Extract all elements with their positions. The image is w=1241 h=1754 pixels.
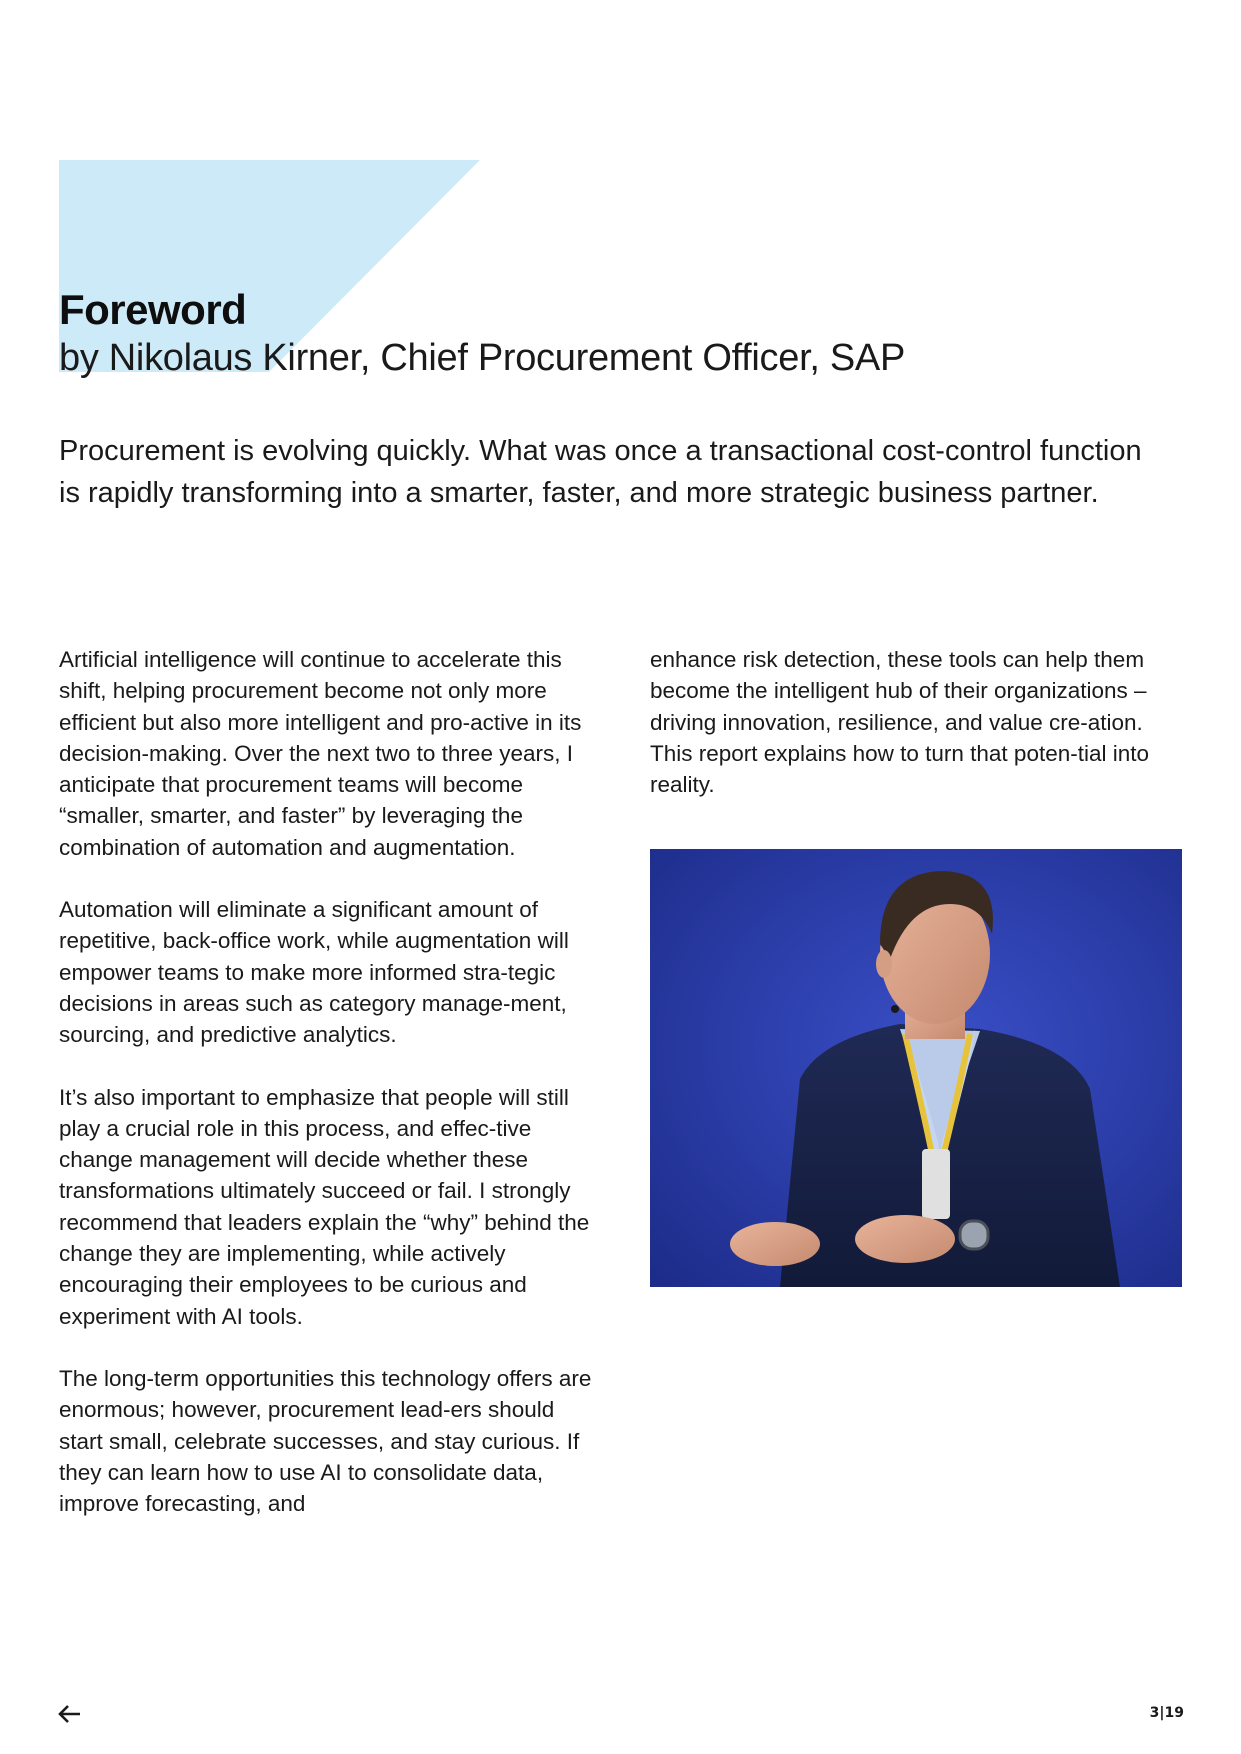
page-current: 3	[1149, 1705, 1160, 1721]
right-column	[650, 644, 1190, 831]
body-paragraph: enhance risk detection, these tools can help them become the intelligent hub of their organizations – driving innovation, resilience, and value cre-ation. This report explains how to turn that poten-tial into reality.	[650, 647, 1150, 798]
page-separator: |	[1159, 1705, 1165, 1721]
arrow-left-icon[interactable]	[56, 1700, 84, 1728]
body-paragraph: The long-term opportunities this technology offers are enormous; however, procurement lead-ers should start small, celebrate successes, and stay curious. If they can learn how to use AI to consolidate data, improve forecasting, and	[59, 1365, 592, 1517]
body-paragraph: Artificial intelligence will continue to accelerate this shift, helping procurement become not only more efficient but also more intelligent and pro-active in its decision-making. Over the next two to three years, I anticipate that procurement teams will become “smaller, smarter, and faster” by leveraging the combination of automation and augmentation.	[59, 647, 582, 860]
page-subtitle: by Nikolaus Kirner, Chief Procurement Officer, SAP	[59, 337, 905, 379]
lead-paragraph: Procurement is evolving quickly. What was once a transactional cost-control function is rapidly transforming into a smarter, faster, and more strategic business partner.	[59, 435, 1142, 509]
speaker-photo	[650, 849, 1182, 1287]
body-paragraph: It’s also important to emphasize that people will still play a crucial role in this process, and effec-tive change management will decide whether these transformations ultimately succeed or fail. I strongly recommend that leaders explain the “why” behind the change they are implementing, while actively encouraging their employees to be curious and experiment with AI tools.	[59, 1084, 590, 1329]
page-title: Foreword	[59, 286, 247, 333]
title-block	[59, 286, 1179, 382]
page-number	[1150, 1705, 1184, 1721]
body-paragraph: Automation will eliminate a significant amount of repetitive, back-office work, while augmentation will empower teams to make more informed stra-tegic decisions in areas such as category manage-ment, sourcing, and predictive analytics.	[59, 897, 569, 1048]
left-column	[59, 644, 599, 1550]
page-total: 19	[1164, 1705, 1184, 1721]
